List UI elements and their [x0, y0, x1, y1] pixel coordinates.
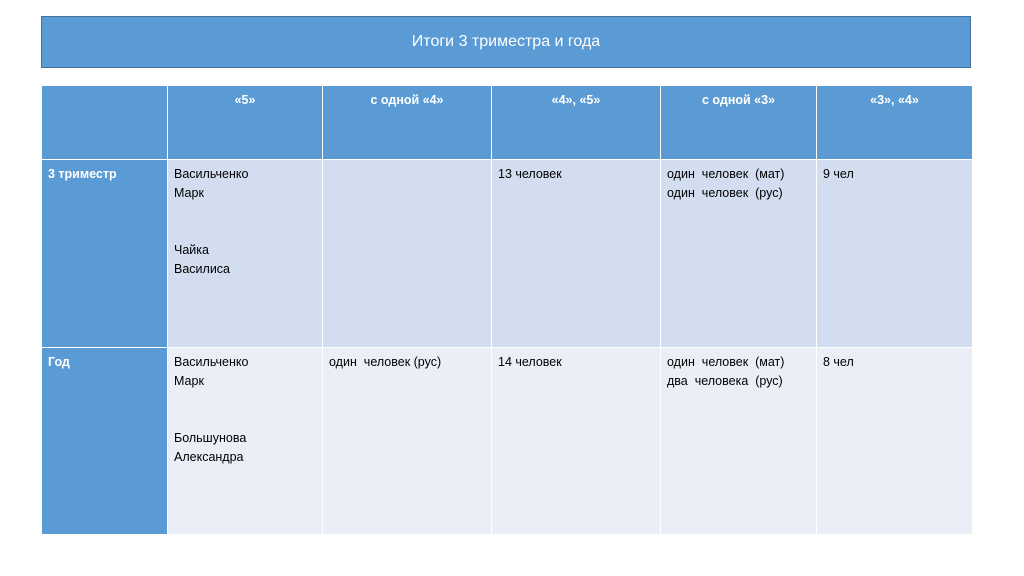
cell-line: один человек (мат)	[667, 167, 785, 181]
cell-five-trimester	[168, 160, 323, 348]
cell-line: один человек (рус)	[667, 186, 783, 200]
cell-one-four-year: один человек (рус)	[323, 348, 492, 535]
row-label-trimester: 3 триместр	[42, 160, 168, 348]
column-header-one-four: с одной «4»	[323, 86, 492, 160]
cell-one-four-trimester	[323, 160, 492, 348]
student-name-line: Марк	[174, 374, 204, 388]
page-title: Итоги 3 триместра и года	[411, 33, 601, 50]
column-header-four-five: «4», «5»	[492, 86, 661, 160]
table-row-year	[42, 348, 973, 535]
student-name-line: Большунова	[174, 431, 247, 445]
cell-four-five-year: 14 человек	[492, 348, 661, 535]
row-label-year: Год	[42, 348, 168, 535]
student-name-line: Александра	[174, 450, 244, 464]
cell-line: два человека (рус)	[667, 374, 783, 388]
results-table	[41, 85, 973, 535]
cell-four-five-trimester: 13 человек	[492, 160, 661, 348]
column-header-empty	[42, 86, 168, 160]
cell-three-four-year: 8 чел	[817, 348, 973, 535]
student-name-line: Чайка	[174, 243, 209, 257]
column-header-three-four: «3», «4»	[817, 86, 973, 160]
title-banner	[41, 16, 971, 68]
student-name-line: Васильченко	[174, 355, 249, 369]
student-name-line: Василиса	[174, 262, 230, 276]
cell-one-three-trimester	[661, 160, 817, 348]
column-header-one-three: с одной «3»	[661, 86, 817, 160]
cell-line: один человек (мат)	[667, 355, 785, 369]
cell-one-three-year	[661, 348, 817, 535]
student-name-line: Марк	[174, 186, 204, 200]
student-name-line: Васильченко	[174, 167, 249, 181]
table-row-trimester	[42, 160, 973, 348]
table-header-row	[42, 86, 973, 160]
column-header-five: «5»	[168, 86, 323, 160]
cell-five-year	[168, 348, 323, 535]
cell-three-four-trimester: 9 чел	[817, 160, 973, 348]
